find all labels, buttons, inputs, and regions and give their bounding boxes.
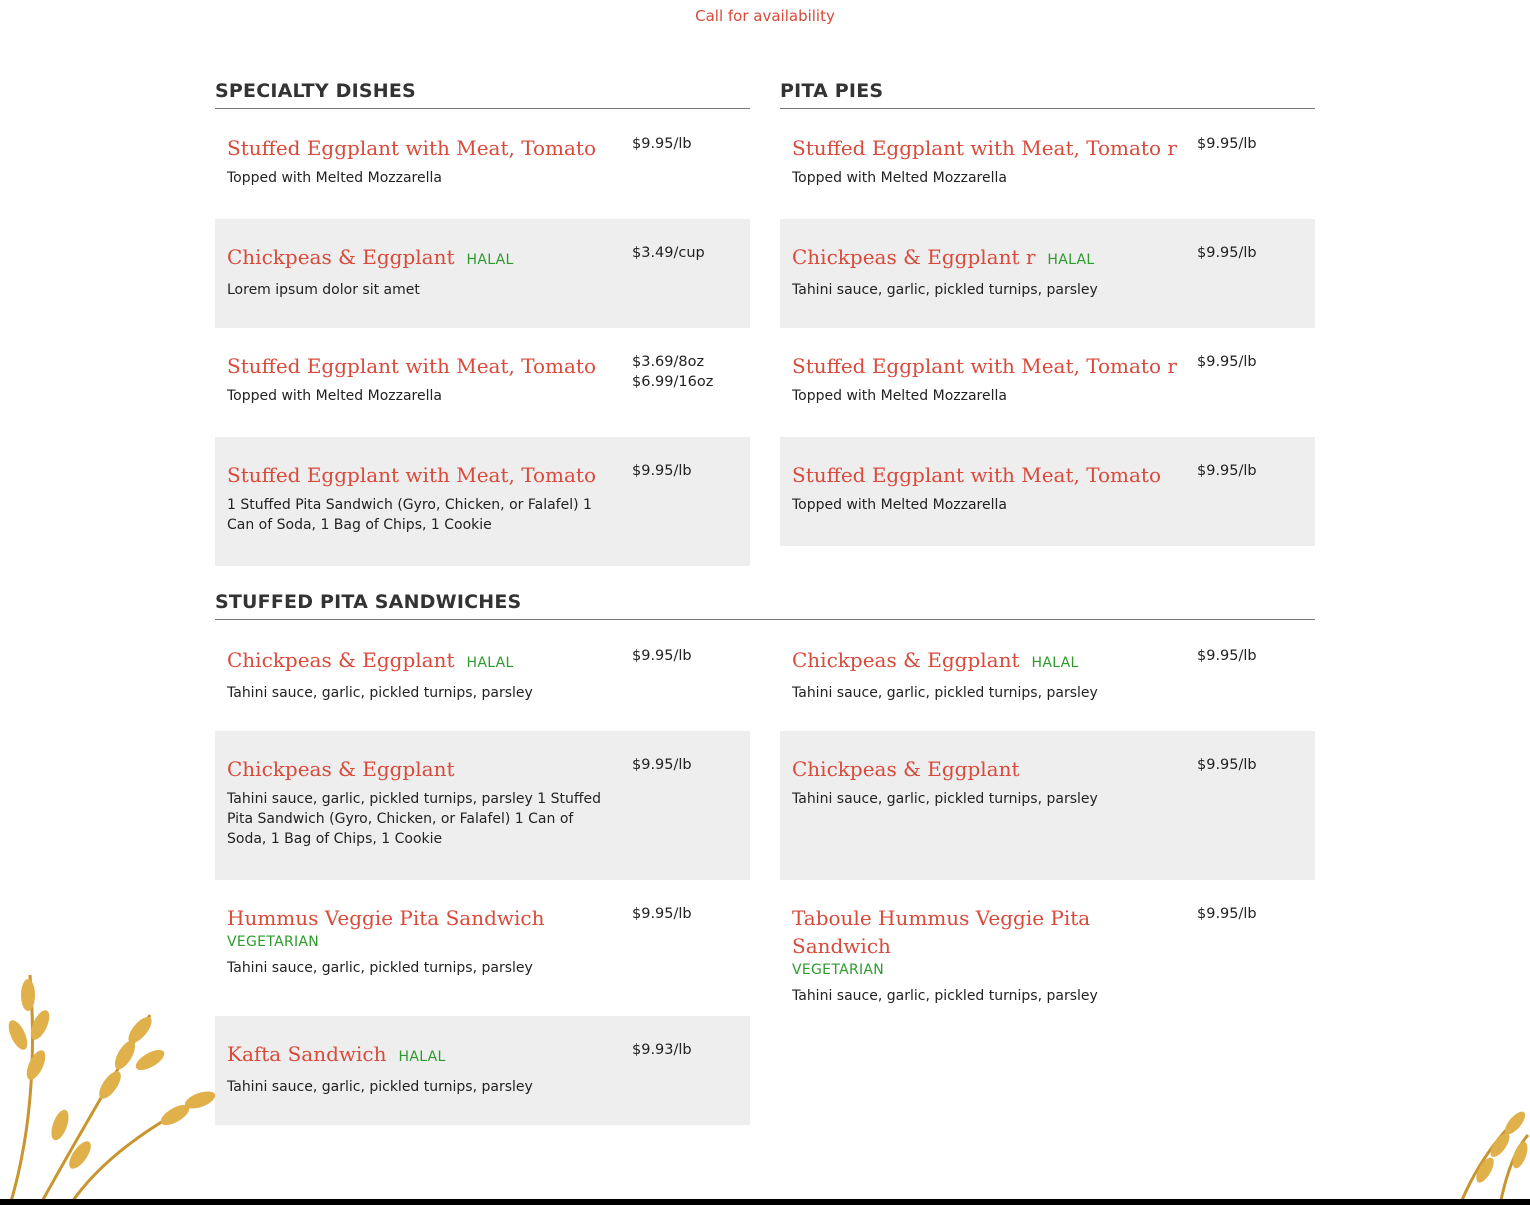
item-description: Tahini sauce, garlic, pickled turnips, parsley bbox=[227, 685, 533, 701]
item-name: Stuffed Eggplant with Meat, Tomato bbox=[227, 354, 597, 378]
menu-item[interactable] bbox=[215, 622, 750, 731]
menu-item[interactable] bbox=[780, 880, 1315, 1016]
item-price: $9.95/lb bbox=[632, 906, 692, 922]
menu-item[interactable] bbox=[215, 110, 750, 219]
item-name bbox=[792, 646, 1182, 677]
item-name: Stuffed Eggplant with Meat, Tomato r bbox=[792, 354, 1177, 378]
item-name-text: Chickpeas & Eggplant bbox=[227, 245, 455, 269]
item-description: Topped with Melted Mozzarella bbox=[227, 170, 442, 186]
vegetarian-tag: VEGETARIAN bbox=[792, 962, 885, 978]
item-price: $9.93/lb bbox=[632, 1042, 692, 1058]
item-name bbox=[792, 243, 1182, 274]
section-specialty-dishes bbox=[215, 80, 750, 109]
menu-item[interactable] bbox=[215, 880, 750, 1016]
menu-item[interactable] bbox=[780, 110, 1315, 219]
item-name bbox=[227, 243, 617, 274]
item-name: Stuffed Eggplant with Meat, Tomato bbox=[227, 136, 597, 160]
menu-item[interactable] bbox=[215, 219, 750, 328]
item-name: Stuffed Eggplant with Meat, Tomato bbox=[227, 463, 597, 487]
item-description: Lorem ipsum dolor sit amet bbox=[227, 282, 420, 298]
halal-tag: HALAL bbox=[1031, 655, 1079, 671]
item-description: Tahini sauce, garlic, pickled turnips, parsley bbox=[227, 1079, 533, 1095]
item-price: $9.95/lb bbox=[1197, 136, 1257, 152]
menu-item[interactable] bbox=[215, 328, 750, 437]
item-description: Tahini sauce, garlic, pickled turnips, parsley bbox=[792, 988, 1098, 1004]
item-name-text: Chickpeas & Eggplant r bbox=[792, 245, 1036, 269]
item-price: $9.95/lb bbox=[1197, 648, 1257, 664]
item-name-text: Chickpeas & Eggplant bbox=[792, 648, 1020, 672]
item-price: $9.95/lb bbox=[632, 648, 692, 664]
pita-pies-list bbox=[780, 110, 1315, 546]
item-name: Chickpeas & Eggplant bbox=[792, 757, 1020, 781]
menu-item[interactable] bbox=[780, 731, 1315, 880]
wheat-decoration-left bbox=[0, 955, 220, 1205]
item-name-text: Kafta Sandwich bbox=[227, 1042, 387, 1066]
wheat-decoration-right bbox=[1440, 1095, 1530, 1205]
vegetarian-tag: VEGETARIAN bbox=[227, 934, 320, 950]
item-name: Stuffed Eggplant with Meat, Tomato bbox=[792, 463, 1162, 487]
halal-tag: HALAL bbox=[466, 655, 514, 671]
item-name bbox=[227, 1040, 617, 1071]
item-name bbox=[227, 646, 617, 677]
item-description: Tahini sauce, garlic, pickled turnips, parsley bbox=[792, 685, 1098, 701]
halal-tag: HALAL bbox=[398, 1049, 446, 1065]
item-price: $9.95/lb bbox=[1197, 906, 1257, 922]
footer-bar bbox=[0, 1199, 1530, 1205]
halal-tag: HALAL bbox=[1047, 252, 1095, 268]
item-price: $3.69/8oz $6.99/16oz bbox=[632, 354, 714, 390]
item-description: Topped with Melted Mozzarella bbox=[227, 388, 442, 404]
item-price: $9.95/lb bbox=[632, 757, 692, 773]
section-title: STUFFED PITA SANDWICHES bbox=[215, 591, 1315, 620]
item-name: Chickpeas & Eggplant bbox=[227, 757, 455, 781]
item-description: Topped with Melted Mozzarella bbox=[792, 170, 1007, 186]
menu-item[interactable] bbox=[215, 437, 750, 566]
item-price: $3.49/cup bbox=[632, 245, 705, 261]
menu-item[interactable] bbox=[215, 1016, 750, 1125]
availability-note: Call for availability bbox=[695, 7, 835, 25]
specialty-list bbox=[215, 110, 750, 566]
section-title: SPECIALTY DISHES bbox=[215, 80, 750, 109]
item-description: Tahini sauce, garlic, pickled turnips, parsley bbox=[792, 282, 1098, 298]
item-description: Tahini sauce, garlic, pickled turnips, parsley bbox=[227, 960, 533, 976]
section-pita-pies bbox=[780, 80, 1315, 109]
item-description: 1 Stuffed Pita Sandwich (Gyro, Chicken, or Falafel) 1 Can of Soda, 1 Bag of Chips, 1 Cookie bbox=[227, 497, 592, 533]
stuffed-pita-list bbox=[215, 622, 1315, 1125]
section-stuffed-pita-sandwiches bbox=[215, 591, 1315, 620]
item-price: $9.95/lb bbox=[1197, 757, 1257, 773]
halal-tag: HALAL bbox=[466, 252, 514, 268]
item-price: $9.95/lb bbox=[1197, 354, 1257, 370]
item-price: $9.95/lb bbox=[1197, 463, 1257, 479]
item-price: $9.95/lb bbox=[1197, 245, 1257, 261]
item-price: $9.95/lb bbox=[632, 136, 692, 152]
item-price: $9.95/lb bbox=[632, 463, 692, 479]
item-name: Hummus Veggie Pita Sandwich bbox=[227, 906, 545, 930]
menu-item[interactable] bbox=[780, 328, 1315, 437]
item-name: Taboule Hummus Veggie Pita Sandwich bbox=[792, 906, 1091, 958]
item-name-text: Chickpeas & Eggplant bbox=[227, 648, 455, 672]
menu-item[interactable] bbox=[780, 437, 1315, 546]
menu-item[interactable] bbox=[780, 219, 1315, 328]
item-description: Topped with Melted Mozzarella bbox=[792, 388, 1007, 404]
item-description: Tahini sauce, garlic, pickled turnips, parsley 1 Stuffed Pita Sandwich (Gyro, Chicken, or Falafel) 1 Can of Soda, 1 Bag of Chips, 1 Cookie bbox=[227, 791, 601, 847]
section-title: PITA PIES bbox=[780, 80, 1315, 109]
item-description: Topped with Melted Mozzarella bbox=[792, 497, 1007, 513]
item-name: Stuffed Eggplant with Meat, Tomato r bbox=[792, 136, 1177, 160]
menu-item[interactable] bbox=[215, 731, 750, 880]
item-description: Tahini sauce, garlic, pickled turnips, parsley bbox=[792, 791, 1098, 807]
menu-item[interactable] bbox=[780, 622, 1315, 731]
